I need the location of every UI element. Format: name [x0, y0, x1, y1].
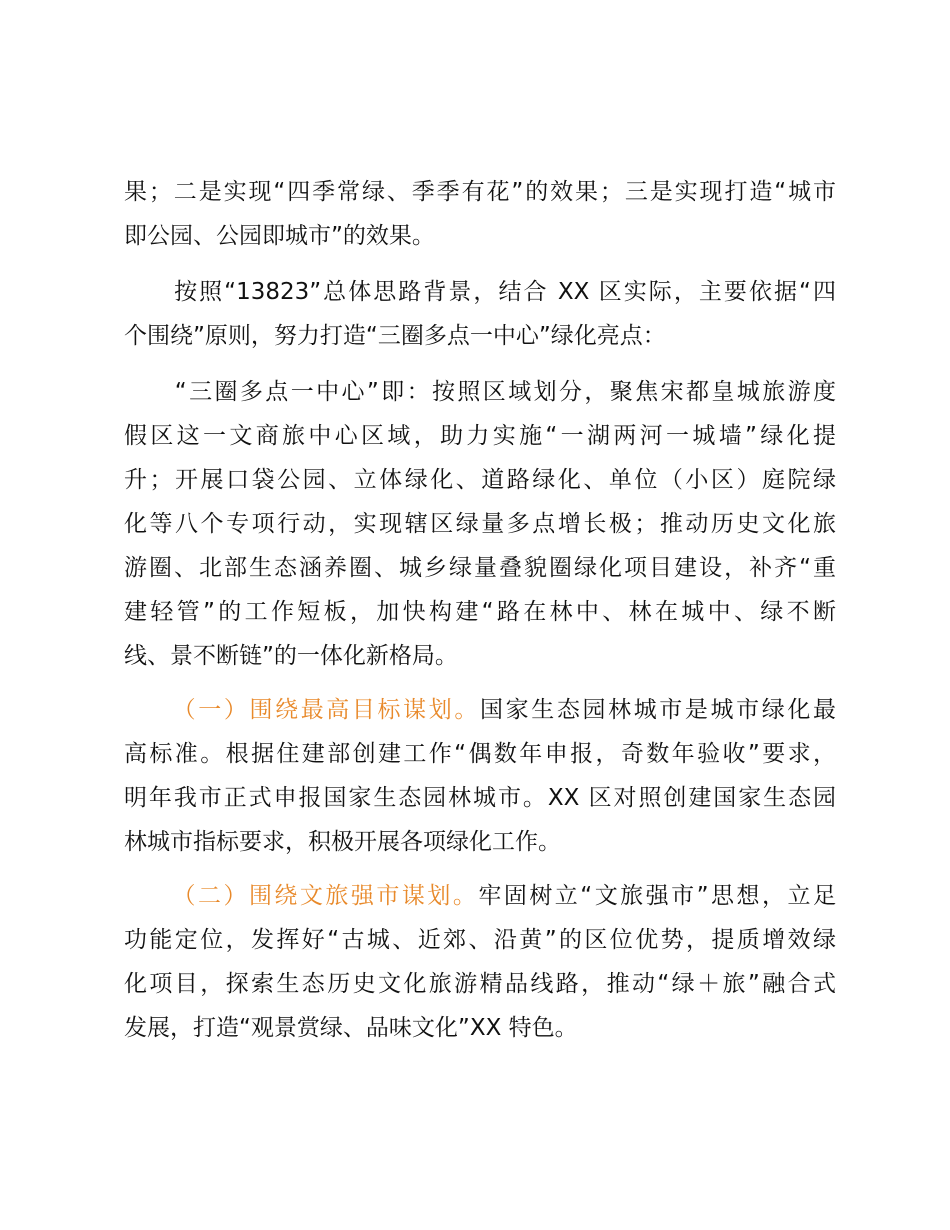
paragraph-line: 果；二是实现“四季常绿、季季有花”的效果；三是实现打造“城市	[124, 179, 836, 205]
paragraph-1	[124, 170, 836, 258]
paragraph-line	[124, 688, 836, 732]
paragraph-line: 林城市指标要求，积极开展各项绿化工作。	[124, 829, 561, 855]
paragraph-line: 化等八个专项行动，实现辖区绿量多点增长极；推动历史文化旅	[124, 511, 836, 537]
paragraph-5	[124, 874, 836, 1050]
paragraph-line: 发展，打造“观景赏绿、品味文化”XX 特色。	[124, 1015, 578, 1041]
paragraph-line: 高标准。根据住建部创建工作“偶数年申报，奇数年验收”要求，	[124, 741, 836, 767]
paragraph-text: 牢固树立“文旅强市”思想，立足	[478, 883, 836, 909]
paragraph-line: 按照“13823”总体思路背景，结合 XX 区实际，主要依据“四	[124, 279, 836, 305]
paragraph-line: 即公园、公园即城市”的效果。	[124, 223, 435, 249]
paragraph-line	[124, 874, 836, 918]
paragraph-2	[124, 270, 836, 358]
paragraph-text: 国家生态园林城市是城市绿化最	[480, 697, 837, 723]
paragraph-line: 功能定位，发挥好“古城、近郊、沿黄”的区位优势，提质增效绿	[124, 927, 836, 953]
paragraph-line: 假区这一文商旅中心区域，助力实施“一湖两河一城墙”绿化提	[124, 423, 836, 449]
paragraph-line: 个围绕”原则，努力打造“三圈多点一中心”绿化亮点：	[124, 323, 666, 349]
paragraph-line: “三圈多点一中心”即：按照区域划分，聚焦宋都皇城旅游度	[124, 379, 836, 405]
paragraph-line: 建轻管”的工作短板，加快构建“路在林中、林在城中、绿不断	[124, 599, 836, 625]
paragraph-4	[124, 688, 836, 864]
paragraph-line: 化项目，探索生态历史文化旅游精品线路，推动“绿＋旅”融合式	[124, 971, 836, 997]
section-heading: （一）围绕最高目标谋划。	[170, 697, 480, 723]
paragraph-line: 游圈、北部生态涵养圈、城乡绿量叠貌圈绿化项目建设，补齐“重	[124, 555, 836, 581]
paragraph-line: 升；开展口袋公园、立体绿化、道路绿化、单位（小区）庭院绿	[124, 467, 836, 493]
paragraph-3	[124, 370, 836, 678]
section-heading: （二）围绕文旅强市谋划。	[170, 883, 479, 909]
paragraph-line: 线、景不断链”的一体化新格局。	[124, 643, 458, 669]
paragraph-line: 明年我市正式申报国家生态园林城市。XX 区对照创建国家生态园	[124, 785, 836, 811]
